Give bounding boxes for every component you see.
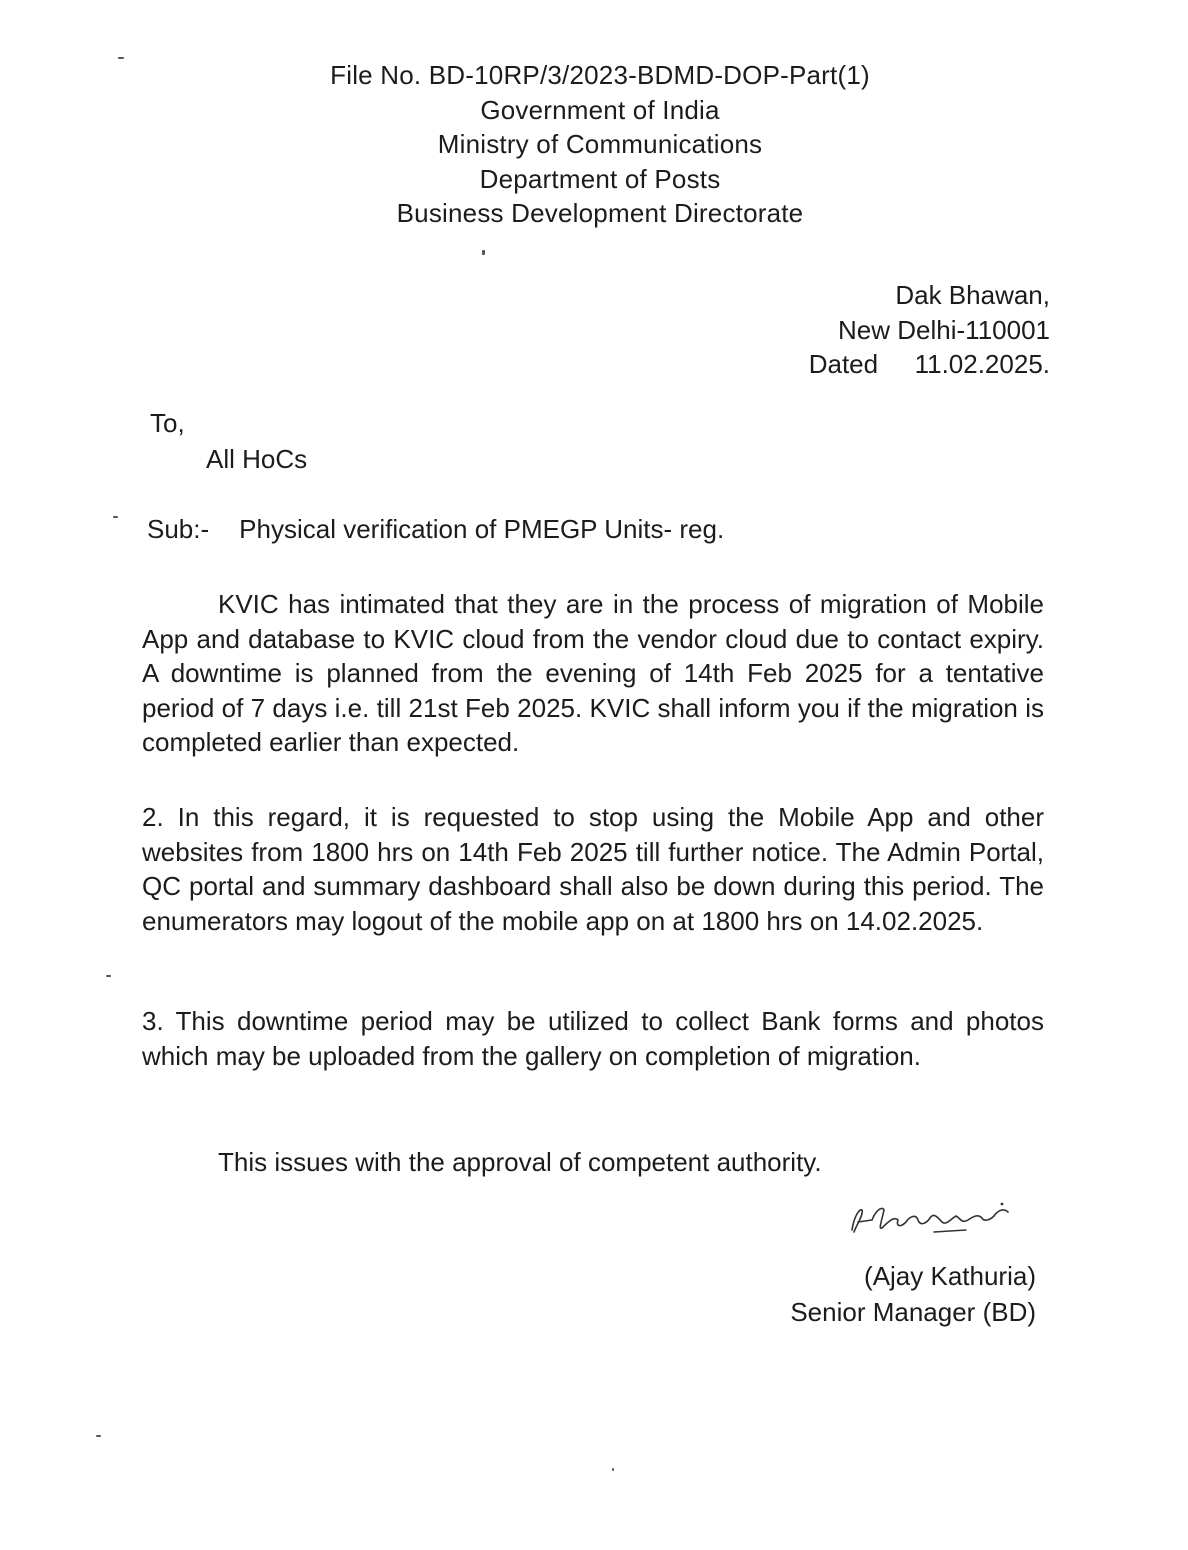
- scan-speck: [118, 57, 124, 59]
- subject-line: [147, 512, 724, 546]
- body-paragraph-1: KVIC has intimated that they are in the process of migration of Mobile App and database to KVIC cloud from the vendor cloud due to contact expiry. A downtime is planned from the evening of 14th Feb 2025 for a tentative period of 7 days i.e. till 21st Feb 2025. KVIC shall inform you if the migration is completed earlier than expected.: [142, 589, 1044, 757]
- scan-speck: [96, 1435, 101, 1437]
- scan-speck: [482, 250, 485, 255]
- date-label: Dated: [808, 349, 879, 379]
- address-city: New Delhi-110001: [838, 314, 1050, 345]
- signatory-block: [790, 1258, 1036, 1330]
- subject-text: Physical verification of PMEGP Units- reg.: [239, 514, 725, 544]
- letter-header: [250, 58, 950, 231]
- scan-speck: [612, 1468, 614, 1471]
- government-name: Government of India: [480, 94, 720, 125]
- directorate-name: Business Development Directorate: [396, 198, 804, 228]
- department-name: Department of Posts: [479, 163, 721, 194]
- to-label: To,: [150, 408, 185, 438]
- scan-speck: [113, 516, 118, 518]
- body-paragraph-3: 3. This downtime period may be utilized to collect Bank forms and photos which may be uploaded from the gallery on completion of migration.: [142, 1006, 1044, 1071]
- ministry-name: Ministry of Communications: [437, 129, 763, 159]
- address-building: Dak Bhawan,: [895, 280, 1050, 310]
- letter-date: [809, 347, 1050, 382]
- sender-address: [809, 278, 1050, 382]
- recipient-block: [150, 405, 307, 477]
- body-paragraph-2: 2. In this regard, it is requested to stop using the Mobile App and other websites from 1800 hrs on 14th Feb 2025 till further notice. The Admin Portal, QC portal and summary dashboard shall also be down during this period. The enumerators may logout of the mobile app on at 1800 hrs on 14.02.2025.: [142, 802, 1044, 936]
- scan-speck: [106, 975, 111, 977]
- handwritten-signature: [838, 1196, 1038, 1248]
- file-number: File No. BD-10RP/3/2023-BDMD-DOP-Part(1): [330, 60, 870, 90]
- closing-line: This issues with the approval of competent authority.: [218, 1147, 822, 1177]
- signatory-name: (Ajay Kathuria): [864, 1261, 1036, 1291]
- date-value: 11.02.2025.: [914, 349, 1050, 379]
- recipient-name: All HoCs: [206, 444, 308, 474]
- signatory-designation: Senior Manager (BD): [790, 1297, 1036, 1327]
- subject-label: Sub:-: [147, 514, 210, 544]
